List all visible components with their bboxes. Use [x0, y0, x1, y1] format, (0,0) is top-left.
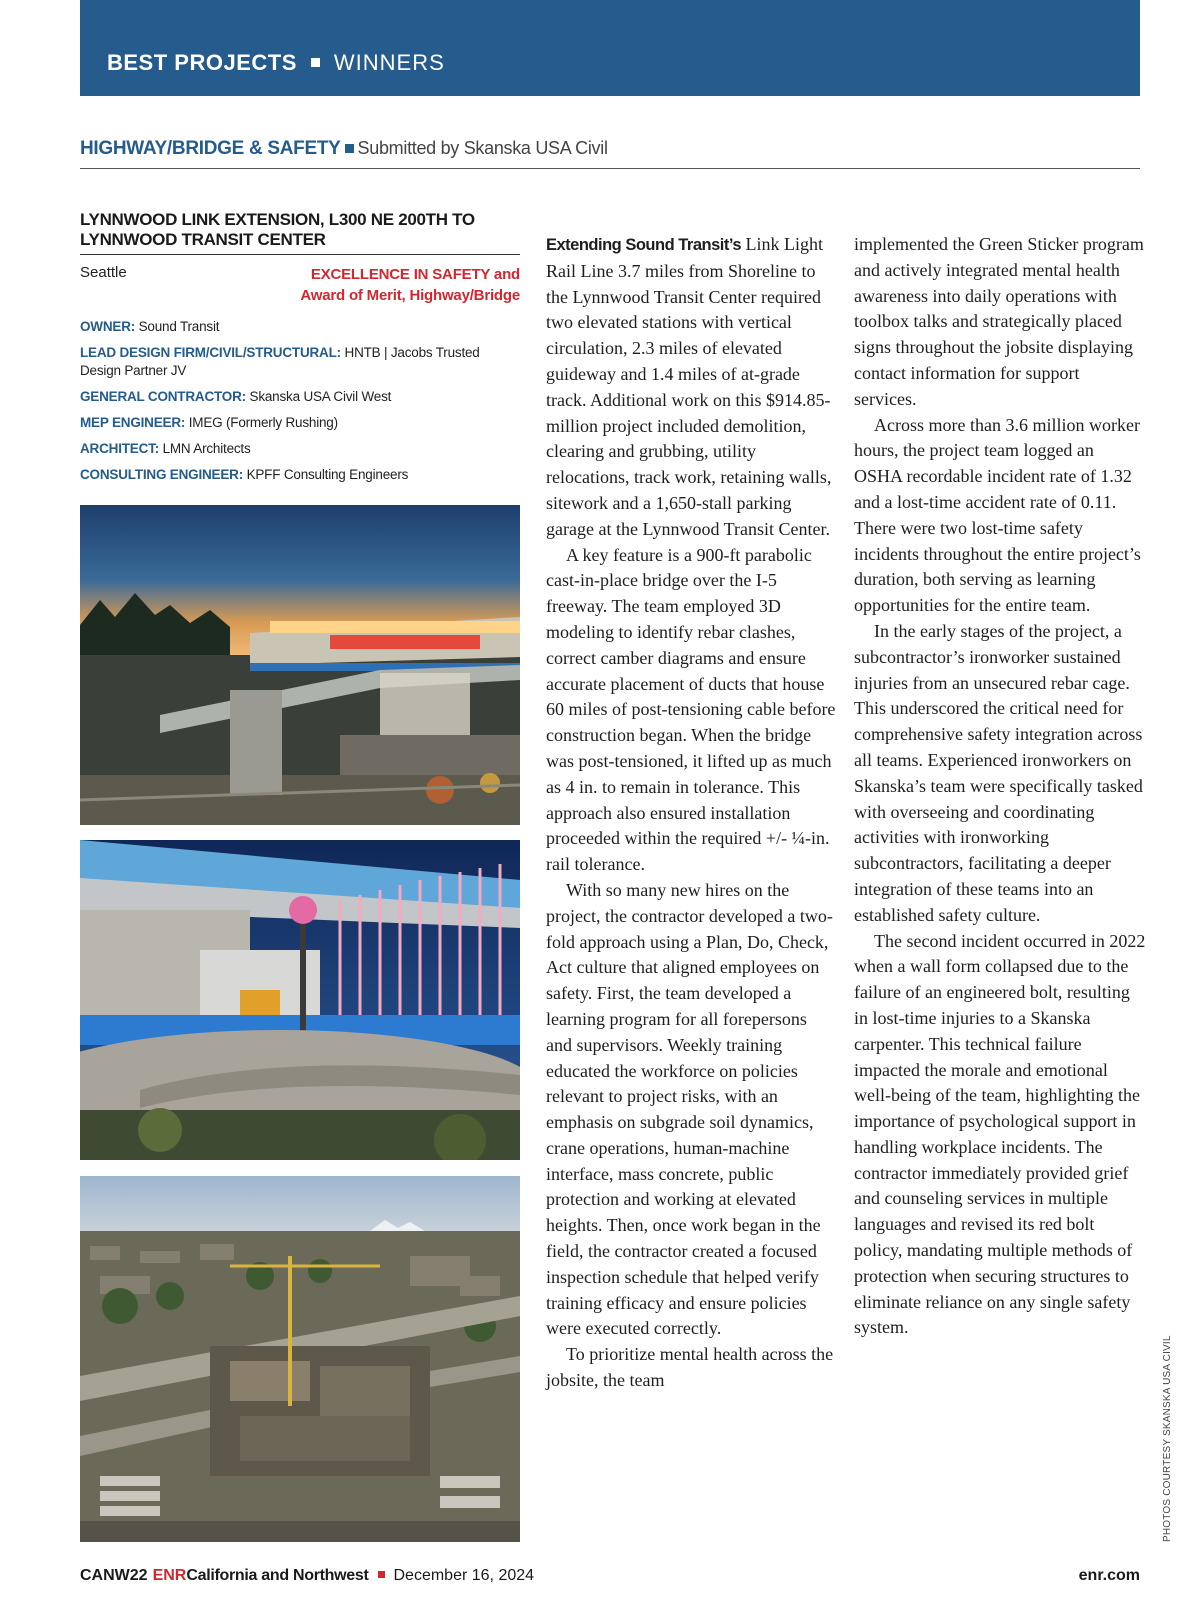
- article-paragraph: With so many new hires on the project, the contractor developed a two-fold approach using a Plan, Do, Check, Act culture that aligned employees on safety. First, the team developed a learning program for all forepersons and supervisors. Weekly training educated the workforce on policies relevant to project risks, with an emphasis on subgrade soil dynamics, crane operations, human-machine interface, mass concrete, public protection and working at elevated heights. Then, once work began in the field, the contractor created a focused inspection schedule that helped verify training efficacy and ensure policies were executed correctly.: [546, 879, 833, 1339]
- photo-credit: PHOTOS COURTESY SKANSKA USA CIVIL: [1162, 1335, 1173, 1542]
- award-label: [270, 264, 520, 306]
- category-title: HIGHWAY/BRIDGE & SAFETY: [80, 138, 341, 159]
- credit-name: KPFF Consulting Engineers: [246, 467, 409, 482]
- square-bullet-icon: [311, 58, 320, 67]
- article-column-2: [546, 232, 836, 1394]
- article-paragraph: A key feature is a 900-ft parabolic cast-in-place bridge over the I-5 freeway. The team employed 3D modeling to identify rebar clashes, correct camber diagrams and ensure accurate placement of ducts that house 60 miles of post-tensioning cable before construction began. When the bridge was post-tensioned, it lifted up as much as 4 in. to remain in tolerance. This approach also ensured installation proceeded within the required +/- ¼-in. rail tolerance.: [546, 544, 836, 875]
- credit-name: Sound Transit: [138, 319, 220, 334]
- credit-role: MEP ENGINEER:: [80, 415, 186, 430]
- credit-lead-design: [80, 344, 520, 380]
- article-column-3: [854, 232, 1146, 1341]
- station-dusk-image: [80, 505, 520, 825]
- award-line: EXCELLENCE IN SAFETY and: [310, 266, 520, 283]
- credit-role: GENERAL CONTRACTOR:: [80, 389, 246, 404]
- project-credits: [80, 318, 520, 492]
- page-footer: [80, 1567, 1140, 1589]
- credit-name: Skanska USA Civil West: [249, 389, 392, 404]
- section-banner: [80, 0, 1140, 96]
- credit-consulting-engineer: [80, 466, 520, 484]
- lead-in: Extending Sound Transit’s: [546, 236, 741, 254]
- footer-left: [80, 1567, 534, 1585]
- credit-general-contractor: [80, 388, 520, 406]
- article-paragraph-continued: implemented the Green Sticker program and actively integrated mental health awareness into daily operations with toolbox talks and strategically placed signs throughout the jobsite displaying contact information for support services.: [854, 234, 1144, 409]
- category-header: [80, 138, 1140, 169]
- credit-owner: [80, 318, 520, 336]
- credit-role: CONSULTING ENGINEER:: [80, 467, 244, 482]
- credit-mep-engineer: [80, 414, 520, 432]
- award-line: Award of Merit, Highway/Bridge: [300, 287, 520, 304]
- aerial-construction-photo: [80, 1176, 520, 1542]
- article-paragraph: In the early stages of the project, a subcontractor’s ironworker sustained injuries from an unsecured rebar cage. This underscored the critical need for comprehensive safety integration across all teams. Experienced ironworkers on Skanska’s team were specifically tasked with overseeing and coordinating activities with ironworking subcontractors, facilitating a deeper integration of these teams into an established safety culture.: [854, 620, 1143, 925]
- submitted-by: Submitted by Skanska USA Civil: [357, 138, 608, 158]
- credit-name: HNTB | Jacobs Trusted Design Partner JV: [80, 345, 480, 378]
- issue-date: December 16, 2024: [393, 1567, 535, 1584]
- project-location: Seattle: [80, 264, 127, 281]
- banner-section: BEST PROJECTS: [107, 50, 297, 75]
- article-paragraph: The second incident occurred in 2022 when a wall form collapsed due to the failure of an engineered bolt, resulting in lost-time injuries to a Skanska carpenter. This technical failure impacted the morale and emotional well-being of the team, highlighting the importance of psychological support in handling workplace incidents. The contractor immediately provided grief and counseling services in multiple languages and revised its red bolt policy, mandating multiple methods of protection when securing structures to eliminate reliance on any single safety system.: [854, 930, 1146, 1338]
- credit-role: LEAD DESIGN FIRM/CIVIL/STRUCTURAL:: [80, 345, 341, 360]
- station-plaza-image: [80, 840, 520, 1160]
- station-plaza-photo: [80, 840, 520, 1160]
- site-link[interactable]: enr.com: [1078, 1567, 1140, 1584]
- banner-title: [107, 50, 445, 76]
- banner-label: WINNERS: [333, 50, 445, 75]
- credit-role: OWNER:: [80, 319, 136, 334]
- article-paragraph: To prioritize mental health across the jobsite, the team: [546, 1344, 834, 1391]
- paragraph-text: Link Light Rail Line 3.7 miles from Shoreline to the Lynnwood Transit Center required two elevated stations with vertical circulation, 2.3 miles of elevated guideway and 1.4 miles of at-grade track. Additional work on this $914.85-million project included demolition, clearing and grubbing, utility relocations, track work, retaining walls, sitework and a 1,650-stall parking garage at the Lynnwood Transit Center.: [546, 234, 832, 539]
- article-paragraph: [546, 232, 836, 543]
- aerial-construction-image: [80, 1176, 520, 1542]
- square-bullet-icon: [378, 1571, 385, 1578]
- square-bullet-icon: [345, 144, 354, 153]
- project-title: LYNNWOOD LINK EXTENSION, L300 NE 200TH TO LYNNWOOD TRANSIT CENTER: [80, 210, 520, 255]
- article-paragraph: Across more than 3.6 million worker hours, the project team logged an OSHA recordable incident rate of 1.32 and a lost-time accident rate of 0.11. There were two lost-time safety incidents throughout the entire project’s duration, both serving as learning opportunities for the entire team.: [854, 414, 1141, 616]
- station-dusk-photo: [80, 505, 520, 825]
- page-folio: CANW22: [80, 1567, 148, 1584]
- magazine-name: California and Northwest: [186, 1567, 369, 1584]
- credit-role: ARCHITECT:: [80, 441, 159, 456]
- credit-name: IMEG (Formerly Rushing): [188, 415, 338, 430]
- enr-logo: ENR: [152, 1567, 187, 1584]
- credit-name: LMN Architects: [162, 441, 251, 456]
- credit-architect: [80, 440, 520, 458]
